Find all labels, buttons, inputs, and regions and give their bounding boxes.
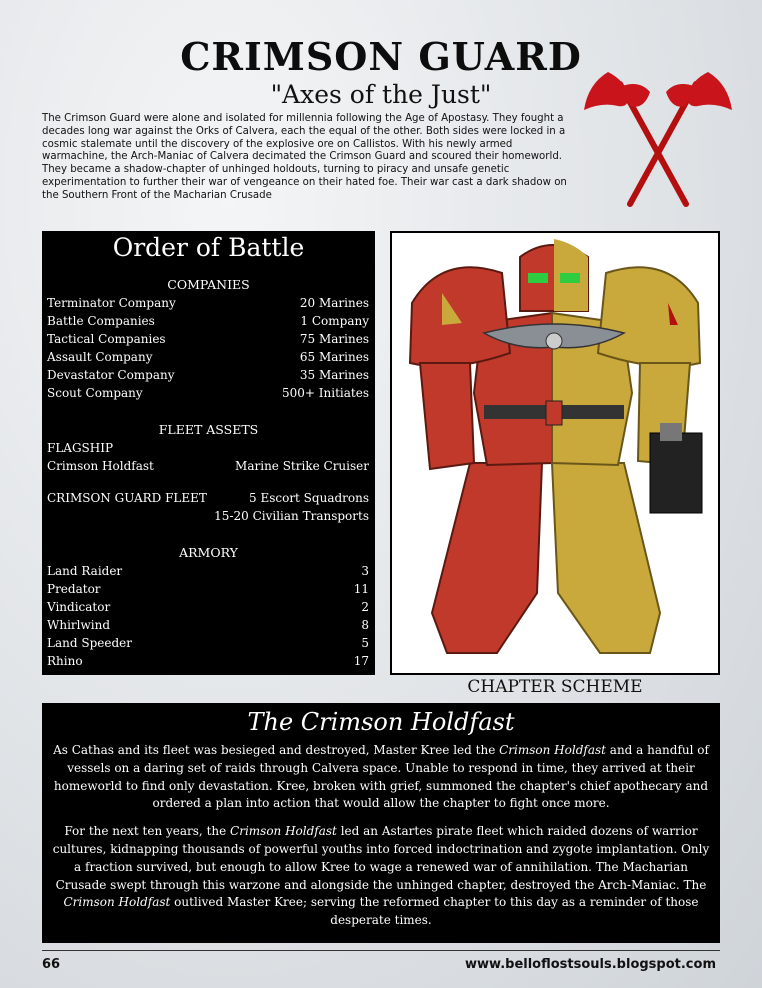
company-name: Devastator Company	[47, 368, 175, 382]
company-value: 65 Marines	[299, 350, 369, 364]
armory-item-value: 2	[361, 600, 369, 614]
chapter-scheme-image	[390, 231, 720, 675]
armory-item-row	[42, 562, 375, 580]
company-row	[42, 294, 375, 312]
story-p2-ship: Crimson Holdfast	[230, 824, 337, 839]
story-title: The Crimson Holdfast	[247, 708, 515, 736]
fleet-escorts: 5 Escort Squadrons	[249, 491, 369, 505]
company-value: 20 Marines	[299, 296, 369, 310]
order-of-battle-title: Order of Battle	[112, 233, 305, 262]
armory-item-value: 11	[353, 582, 369, 596]
company-row	[42, 348, 375, 366]
fleet-assets-heading: FLEET ASSETS	[158, 422, 259, 437]
armory-item-row	[42, 634, 375, 652]
flagship-name: Crimson Holdfast	[47, 459, 154, 473]
page-number: 66	[42, 957, 61, 972]
order-of-battle-panel	[42, 231, 375, 675]
armory-heading: ARMORY	[179, 545, 238, 560]
company-name: Tactical Companies	[47, 332, 166, 346]
company-value: 500+ Initiates	[282, 386, 369, 400]
story-p2-text-b: led an Astartes pirate fleet which raided dozens of warrior cultures, kidnapping thousands of powerful youths into forced indoctrination and zygote implantation. Only a fraction survived, but enough to allow Kree to wage a renewed war of annihilation. The Macharian Crusade swept through this warzone and alongside the unhinged chapter, destroyed the Arch-Maniac. The	[52, 824, 710, 892]
armory-item-name: Land Speeder	[47, 636, 132, 650]
armory-item-value: 5	[361, 636, 369, 650]
story-p2-text-a: For the next ten years, the	[64, 824, 231, 839]
armory-item-name: Whirlwind	[47, 618, 110, 632]
company-name: Battle Companies	[47, 314, 155, 328]
armory-item-row	[42, 616, 375, 634]
footer-divider	[42, 950, 720, 951]
story-p1-text-a: As Cathas and its fleet was besieged and destroyed, Master Kree led the	[53, 743, 500, 757]
crossed-axes-icon	[578, 62, 738, 212]
fleet-transports-row	[42, 507, 375, 525]
companies-heading: COMPANIES	[167, 277, 250, 292]
fleet-transports: 15-20 Civilian Transports	[214, 509, 369, 523]
fleet-row	[42, 489, 375, 507]
armory-list	[42, 562, 375, 670]
armory-item-name: Rhino	[47, 654, 83, 668]
armory-item-name: Land Raider	[47, 564, 123, 578]
flagship-class: Marine Strike Cruiser	[235, 459, 369, 473]
flagship-label: FLAGSHIP	[47, 441, 114, 455]
company-row	[42, 312, 375, 330]
company-value: 35 Marines	[299, 368, 369, 382]
story-p1-ship: Crimson Holdfast	[499, 743, 606, 757]
armory-item-name: Vindicator	[47, 600, 111, 614]
story-p1-text-b: and a handful of vessels on a daring set of raids through Calvera space. Unable to respond in time, they arrived at their homeworld to find only devastation. Kree, broken with grief, summoned the chapter's chief apothecary and ordered a plan into action that would allow the chapter to fight once more.	[53, 743, 709, 811]
story-panel	[42, 703, 720, 943]
armory-item-value: 8	[361, 618, 369, 632]
story-p2-text-c: outlived Master Kree; serving the reformed chapter to this day as a reminder of those desperate times.	[170, 895, 699, 928]
company-name: Terminator Company	[47, 296, 176, 310]
chapter-scheme-label: CHAPTER SCHEME	[467, 677, 643, 697]
company-value: 1 Company	[300, 314, 369, 328]
story-paragraph-1	[42, 742, 720, 813]
company-row	[42, 366, 375, 384]
story-p2-ship-2: Crimson Holdfast	[63, 895, 171, 910]
company-name: Assault Company	[47, 350, 153, 364]
flagship-label-row	[42, 439, 375, 457]
armory-item-value: 17	[353, 654, 369, 668]
page-title: CRIMSON GUARD	[180, 34, 582, 79]
company-name: Scout Company	[47, 386, 143, 400]
company-value: 75 Marines	[299, 332, 369, 346]
website-link[interactable]: www.belloflostsouls.blogspot.com	[465, 957, 716, 972]
armory-item-row	[42, 580, 375, 598]
fleet-label: CRIMSON GUARD FLEET	[47, 491, 207, 505]
company-row	[42, 330, 375, 348]
intro-paragraph: The Crimson Guard were alone and isolated for millennia following the Age of Apostasy. They fought a decades long war against the Orks of Calvera, each the equal of the other. Both sides were locked in a cosmic stalemate until the discovery of the explosive ore on Callistos. With his newly armed warmachine, the Arch-Maniac of Calvera decimated the Crimson Guard and scoured their homeworld. They became a shadow-chapter of unhinged holdouts, turning to piracy and unsafe genetic experimentation to further their war of vengeance on their hated foe. Their war cast a dark shadow on the Southern Front of the Macharian Crusade	[42, 113, 567, 201]
companies-list	[42, 294, 375, 402]
story-paragraph-2	[42, 823, 720, 930]
space-marine-illustration	[392, 233, 718, 673]
armory-item-row	[42, 652, 375, 670]
company-row	[42, 384, 375, 402]
armory-item-row	[42, 598, 375, 616]
armory-item-value: 3	[361, 564, 369, 578]
flagship-row	[42, 457, 375, 475]
armory-item-name: Predator	[47, 582, 101, 596]
page-subtitle: "Axes of the Just"	[270, 80, 492, 109]
